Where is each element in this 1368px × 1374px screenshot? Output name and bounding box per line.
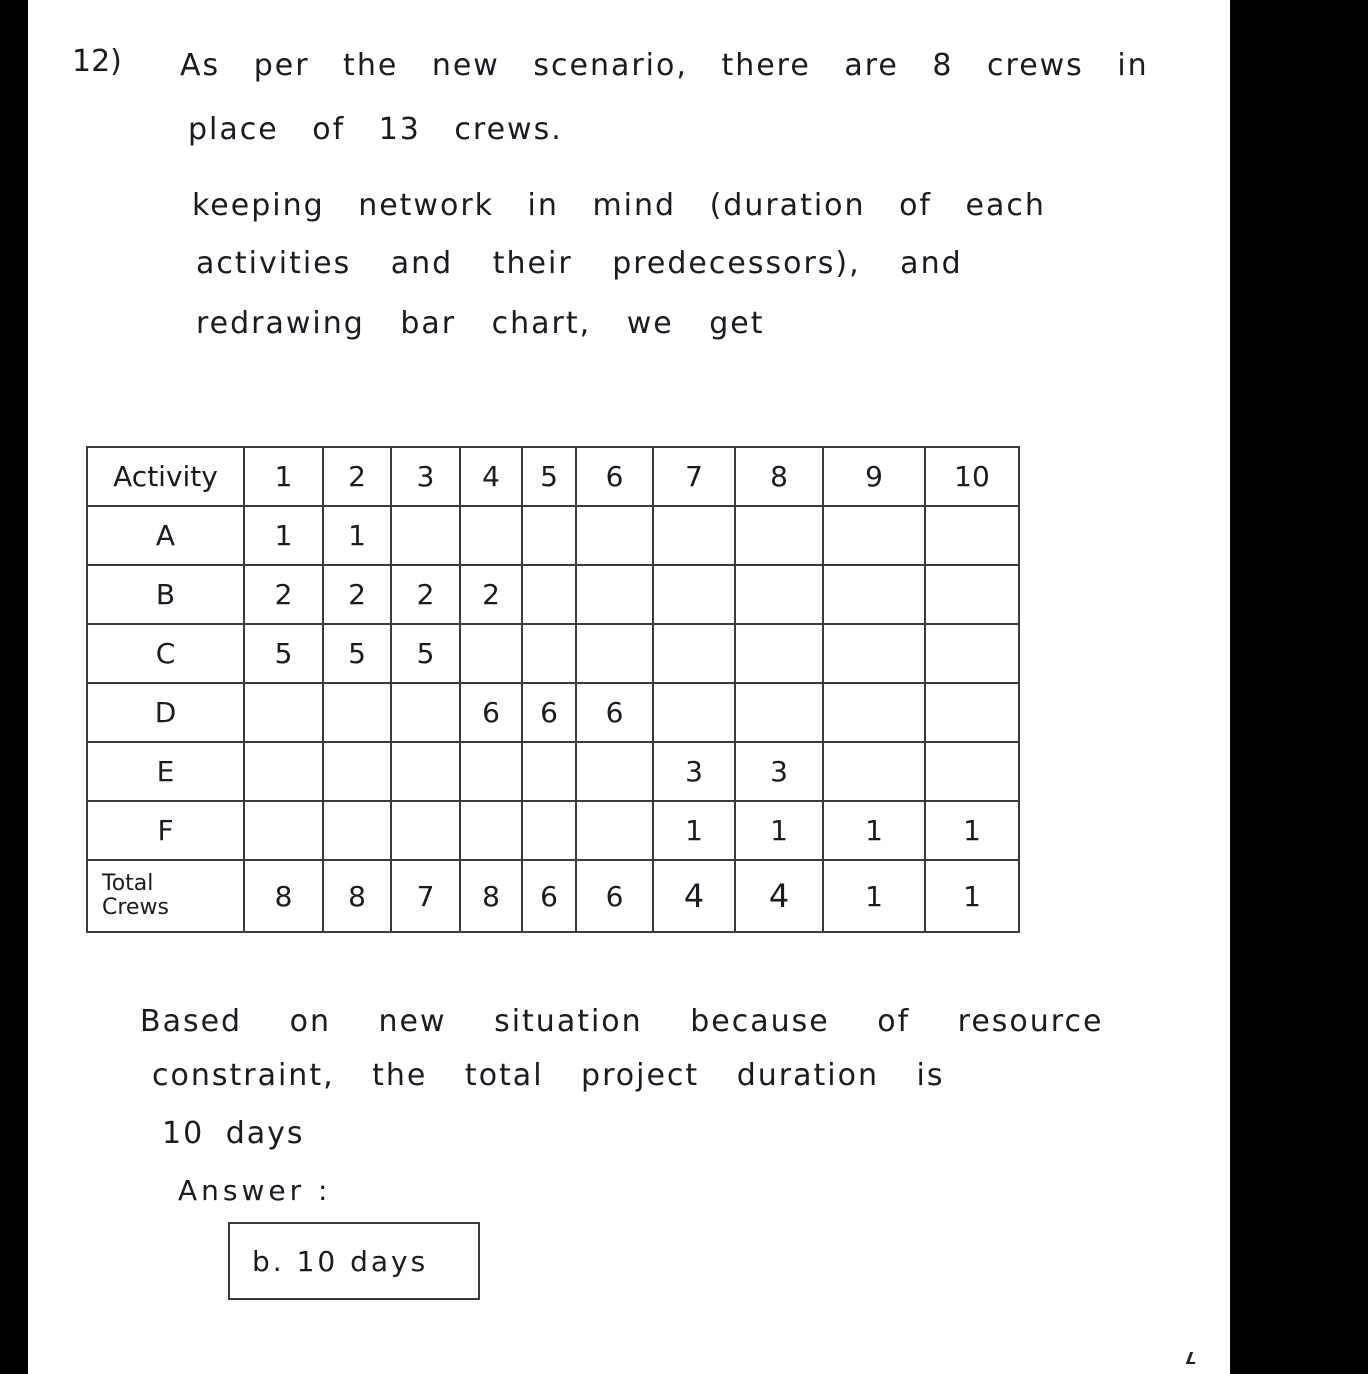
crew-schedule-table (86, 446, 1020, 933)
table-row-d (87, 683, 1019, 742)
table-cell (576, 624, 653, 683)
intro-line-5: redrawing bar chart, we get (196, 306, 765, 341)
table-cell (460, 801, 522, 860)
answer-value: b. 10 days (252, 1244, 429, 1278)
table-cell (735, 506, 823, 565)
table-cell (460, 506, 522, 565)
table-cell (925, 624, 1019, 683)
total-cell: 1 (925, 860, 1019, 932)
table-cell (823, 683, 925, 742)
table-cell: 2 (391, 565, 460, 624)
table-cell (735, 565, 823, 624)
day-header: 7 (653, 447, 735, 506)
day-header: 2 (323, 447, 391, 506)
day-header: 1 (244, 447, 323, 506)
intro-line-2: place of 13 crews. (188, 112, 563, 147)
table-cell (925, 506, 1019, 565)
table-cell (244, 683, 323, 742)
table-cell (244, 742, 323, 801)
activity-label: E (87, 742, 244, 801)
table-cell (323, 801, 391, 860)
table-row-c (87, 624, 1019, 683)
intro-line-1: As per the new scenario, there are 8 crews in (180, 48, 1149, 83)
total-label-line-1: Total (102, 871, 154, 896)
table-cell: 1 (925, 801, 1019, 860)
table-cell: 1 (323, 506, 391, 565)
table-cell (735, 624, 823, 683)
total-cell: 7 (391, 860, 460, 932)
total-cell: 8 (460, 860, 522, 932)
table-cell (653, 565, 735, 624)
table-cell (522, 565, 576, 624)
table-cell: 6 (522, 683, 576, 742)
table-cell: 2 (323, 565, 391, 624)
table-cell: 5 (391, 624, 460, 683)
table-cell (522, 506, 576, 565)
table-cell: 3 (735, 742, 823, 801)
day-header: 5 (522, 447, 576, 506)
day-header: 9 (823, 447, 925, 506)
table-cell (460, 624, 522, 683)
table-cell (391, 683, 460, 742)
total-cell: 8 (323, 860, 391, 932)
conclusion-line-2: constraint, the total project duration is (152, 1058, 945, 1093)
table-cell (522, 624, 576, 683)
day-header: 4 (460, 447, 522, 506)
table-cell (323, 683, 391, 742)
table-cell (823, 742, 925, 801)
table-cell: 6 (460, 683, 522, 742)
activity-label: D (87, 683, 244, 742)
table-row-a (87, 506, 1019, 565)
table-cell (735, 683, 823, 742)
activity-label: A (87, 506, 244, 565)
table-cell: 2 (460, 565, 522, 624)
table-cell (391, 742, 460, 801)
table-cell: 1 (823, 801, 925, 860)
table-cell (823, 565, 925, 624)
day-header: 3 (391, 447, 460, 506)
activity-label: F (87, 801, 244, 860)
total-crews-label (87, 860, 244, 932)
table-cell (460, 742, 522, 801)
total-cell: 6 (522, 860, 576, 932)
table-cell (391, 801, 460, 860)
table-cell (653, 683, 735, 742)
pen-mark (1186, 1352, 1199, 1364)
total-label-line-2: Crews (102, 895, 169, 920)
total-cell: 6 (576, 860, 653, 932)
table-cell (576, 565, 653, 624)
table-row-e (87, 742, 1019, 801)
table-cell: 2 (244, 565, 323, 624)
table-cell: 1 (735, 801, 823, 860)
total-cell: 8 (244, 860, 323, 932)
table-cell (522, 742, 576, 801)
table-row-f (87, 801, 1019, 860)
table-cell: 1 (244, 506, 323, 565)
table-cell (391, 506, 460, 565)
handwritten-page (28, 0, 1230, 1374)
table-cell: 6 (576, 683, 653, 742)
answer-label: Answer : (178, 1174, 332, 1207)
table-cell (653, 506, 735, 565)
table-cell (323, 742, 391, 801)
table-cell (925, 565, 1019, 624)
day-header: 10 (925, 447, 1019, 506)
table-cell: 5 (244, 624, 323, 683)
intro-line-3: keeping network in mind (duration of each (192, 188, 1046, 223)
table-header-row (87, 447, 1019, 506)
table-cell (244, 801, 323, 860)
activity-header: Activity (87, 447, 244, 506)
table-cell (823, 624, 925, 683)
question-number: 12) (72, 44, 122, 79)
conclusion-line-3: 10 days (162, 1116, 305, 1151)
conclusion-line-1: Based on new situation because of resource (140, 1004, 1104, 1039)
table-row-b (87, 565, 1019, 624)
intro-line-4: activities and their predecessors), and (196, 246, 963, 281)
table-cell: 5 (323, 624, 391, 683)
total-cell: 4 (653, 860, 735, 932)
table-cell: 1 (653, 801, 735, 860)
table-cell: 3 (653, 742, 735, 801)
answer-box (228, 1222, 480, 1300)
day-header: 8 (735, 447, 823, 506)
day-header: 6 (576, 447, 653, 506)
activity-label: C (87, 624, 244, 683)
table-cell (653, 624, 735, 683)
table-cell (576, 506, 653, 565)
table-cell (925, 683, 1019, 742)
total-cell: 1 (823, 860, 925, 932)
table-cell (576, 742, 653, 801)
table-cell (522, 801, 576, 860)
table-cell (925, 742, 1019, 801)
table-cell (576, 801, 653, 860)
total-cell: 4 (735, 860, 823, 932)
activity-label: B (87, 565, 244, 624)
table-row-total (87, 860, 1019, 932)
table-cell (823, 506, 925, 565)
